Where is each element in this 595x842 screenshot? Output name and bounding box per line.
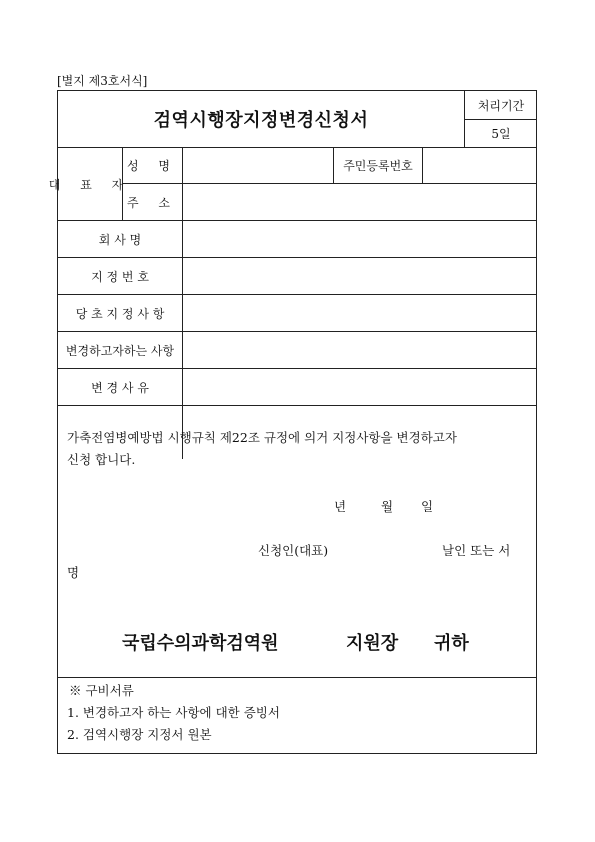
designation-number-label: 지 정 번 호 (91, 269, 149, 284)
original-designation-input[interactable] (183, 295, 536, 331)
original-designation-label: 당 초 지 정 사 항 (75, 306, 165, 321)
change-items-label: 변경하고자하는 사항 (65, 343, 175, 358)
addressee-suffix: 귀하 (434, 633, 469, 654)
addressee-title: 지원장 (346, 633, 399, 654)
form-number-tag: [별지 제3호서식] (57, 74, 148, 88)
seal-or-signature-cont: 명 (67, 565, 80, 580)
form-title: 검역시행장지정변경신청서 (153, 110, 369, 131)
date-year: 년 (334, 499, 347, 514)
name-label: 성 명 (127, 159, 178, 173)
attachments-heading: ※ 구비서류 (69, 683, 134, 698)
resident-number-input[interactable] (423, 148, 536, 183)
change-reason-input[interactable] (183, 369, 536, 405)
representative-label: 대 표 자 (48, 177, 132, 192)
date-day: 일 (421, 499, 434, 514)
company-name-input[interactable] (183, 221, 536, 257)
date-month: 월 (381, 499, 394, 514)
statement-line-1: 가축전염병예방법 시행규칙 제22조 규정에 의거 지정사항을 변경하고자 (67, 430, 457, 445)
statement-line-2: 신청 합니다. (67, 452, 136, 467)
processing-period-label: 처리기간 (477, 98, 525, 113)
name-input[interactable] (183, 148, 333, 183)
addressee-org: 국립수의과학검역원 (122, 633, 279, 654)
processing-period-value: 5일 (491, 127, 511, 141)
company-name-label: 회 사 명 (98, 232, 142, 247)
attachment-item-2: 2. 검역시행장 지정서 원본 (67, 727, 212, 742)
attachment-item-1: 1. 변경하고자 하는 사항에 대한 증빙서 (67, 705, 280, 720)
resident-number-label: 주민등록번호 (343, 159, 413, 173)
seal-or-signature: 날인 또는 서 (442, 543, 511, 558)
change-reason-label: 변 경 사 유 (91, 380, 149, 395)
designation-number-input[interactable] (183, 258, 536, 294)
applicant-label: 신청인(대표) (258, 543, 329, 558)
address-input[interactable] (183, 184, 536, 220)
change-items-input[interactable] (183, 332, 536, 368)
application-form (48, 90, 537, 754)
address-label: 주 소 (127, 195, 178, 210)
